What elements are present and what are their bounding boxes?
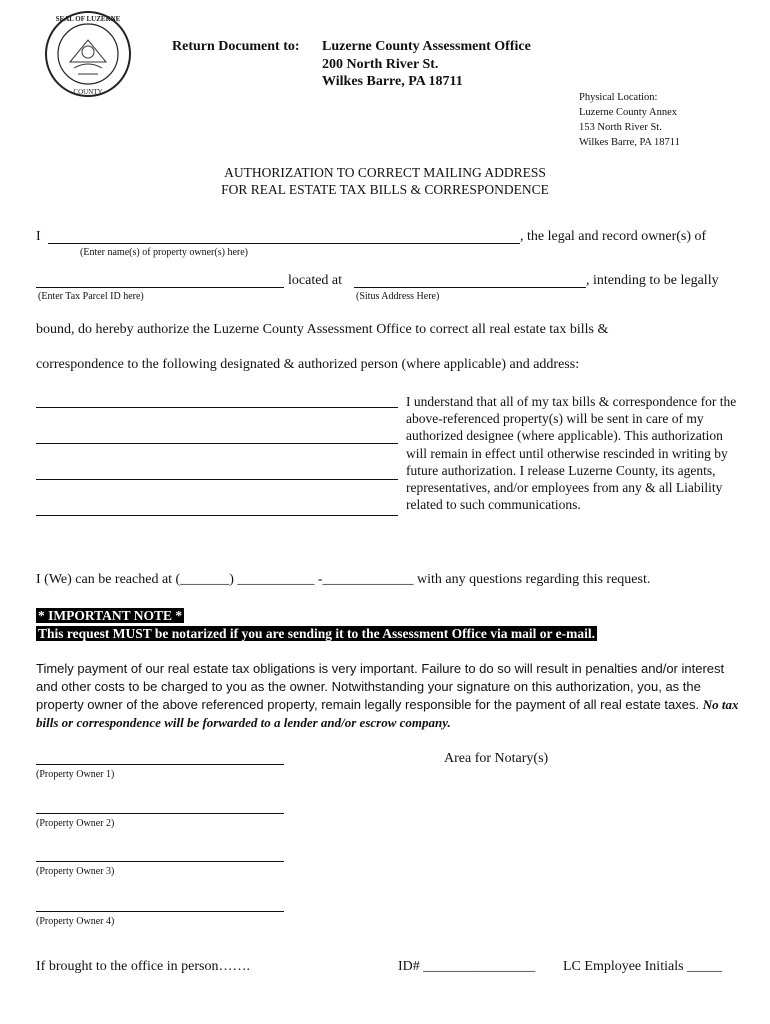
located-at-label: located at [288,273,343,288]
in-person-text: If brought to the office in person……. [36,959,250,974]
owner-4-label: (Property Owner 4) [36,916,115,927]
owner-2-signature-field[interactable] [36,813,284,814]
office-city: Wilkes Barre, PA 18711 [322,74,463,89]
bound-text: bound, do hereby authorize the Luzerne County Assessment Office to correct all real estate tax bills & [36,322,609,337]
situs-hint: (Situs Address Here) [356,291,440,302]
owner-name-field[interactable] [48,243,520,244]
understand-paragraph: I understand that all of my tax bills & correspondence for the above-referenced property(s) will be sent in care of my authorized designee (where applicable). This authorization will remain in effect until otherwise rescinded in writing by future authorization. I release Luzerne County, its agents, representatives, and/or employees from any & all Liability related to such communications. [406,394,737,513]
owner-4-signature-field[interactable] [36,911,284,912]
return-document-label: Return Document to: [172,39,300,54]
designee-line-3[interactable] [36,479,398,480]
physical-building: Luzerne County Annex [579,107,677,118]
svg-text:COUNTY: COUNTY [73,88,103,96]
owner-2-label: (Property Owner 2) [36,818,115,829]
title-line-2: FOR REAL ESTATE TAX BILLS & CORRESPONDENCE [221,182,549,197]
parcel-hint: (Enter Tax Parcel ID here) [38,291,144,302]
tax-parcel-field[interactable] [36,287,284,288]
physical-street: 153 North River St. [579,122,662,133]
owner-1-signature-field[interactable] [36,764,284,765]
owner-suffix: , the legal and record owner(s) of [520,229,707,244]
owner-1-label: (Property Owner 1) [36,769,115,780]
situs-address-field[interactable] [354,287,586,288]
svg-text:SEAL OF LUZERNE: SEAL OF LUZERNE [55,15,121,23]
return-address [322,38,531,91]
i-prefix: I [36,229,41,244]
timely-payment-paragraph [36,660,741,732]
important-note-text: This request MUST be notarized if you are sending it to the Assessment Office via mail or e-mail. [38,626,595,641]
reached-at-text: I (We) can be reached at (_______) ___________ -_____________ with any questions regarding this request. [36,572,651,587]
designee-line-4[interactable] [36,515,398,516]
owner-3-signature-field[interactable] [36,861,284,862]
physical-location-label: Physical Location: [579,92,658,103]
owner-3-label: (Property Owner 3) [36,866,115,877]
timely-text: Timely payment of our real estate tax obligations is very important. Failure to do so will result in penalties and/or interest and other costs to be charged to you as the owner. Notwithstanding your signature on this authorization, you, as the property owner of the above referenced property, remain legally responsible for the payment of all real estate taxes. [36,661,725,712]
office-name: Luzerne County Assessment Office [322,39,531,54]
office-street: 200 North River St. [322,56,439,72]
physical-location [579,90,680,150]
title-line-1: AUTHORIZATION TO CORRECT MAILING ADDRESS [224,165,546,180]
document-title [0,164,770,198]
id-field[interactable]: ID# ________________ [398,959,536,974]
employee-initials-field[interactable]: LC Employee Initials _____ [563,959,723,974]
correspondence-text: correspondence to the following designated & authorized person (where applicable) and address: [36,357,580,372]
owner-hint: (Enter name(s) of property owner(s) here) [80,247,248,258]
physical-city: Wilkes Barre, PA 18711 [579,137,680,148]
intending-text: , intending to be legally [586,273,719,288]
designee-line-2[interactable] [36,443,398,444]
notary-area-label: Area for Notary(s) [444,751,549,766]
county-seal-logo [44,10,132,98]
designee-line-1[interactable] [36,407,398,408]
important-note-heading: * IMPORTANT NOTE * [38,608,183,623]
timely-emphasis: No tax bills or correspondence will be forwarded to a lender and/or escrow company. [36,697,739,730]
important-note [36,607,597,643]
